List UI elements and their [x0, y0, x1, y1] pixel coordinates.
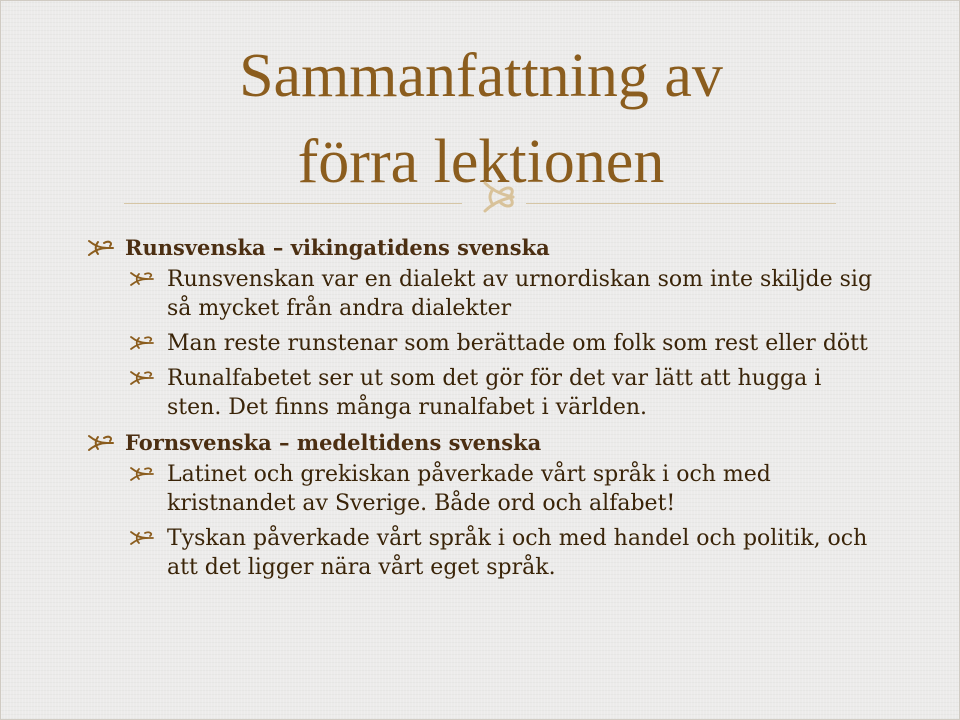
title-divider-left [124, 203, 462, 204]
title-line-2: förra lektionen [297, 128, 665, 196]
list-item [87, 524, 877, 582]
list-item-text: Latinet och grekiskan påverkade vårt språk i och med kristnandet av Sverige. Både ord och alfabet! [167, 462, 771, 516]
fleuron-icon [129, 334, 155, 352]
fleuron-icon [129, 529, 155, 547]
section-heading-fornsvenska [87, 428, 877, 458]
title-line-1: Sammanfattning av [239, 42, 723, 110]
list-item-text: Man reste runstenar som berättade om folk som rest eller dött [167, 331, 868, 356]
list-item-text: Tyskan påverkade vårt språk i och med handel och politik, och att det ligger nära vårt eget språk. [167, 526, 868, 580]
list-item-text: Runsvenskan var en dialekt av urnordiskan som inte skiljde sig så mycket från andra dialekter [167, 267, 873, 321]
fleuron-icon [87, 433, 115, 453]
section-heading-label: Runsvenska – vikingatidens svenska [125, 235, 550, 260]
section-heading-label: Fornsvenska – medeltidens svenska [125, 430, 542, 455]
list-item [87, 364, 877, 422]
list-item [87, 460, 877, 518]
fleuron-icon [87, 238, 115, 258]
fleuron-icon [129, 270, 155, 288]
fleuron-icon [129, 369, 155, 387]
fleuron-icon [479, 177, 519, 217]
fleuron-icon [129, 465, 155, 483]
list-item [87, 265, 877, 323]
title-divider-right [526, 203, 836, 204]
section-heading-runsvenska [87, 233, 877, 263]
list-item [87, 329, 877, 358]
list-item-text: Runalfabetet ser ut som det gör för det var lätt att hugga i sten. Det finns många runalfabet i världen. [167, 366, 822, 420]
slide-content [87, 233, 877, 588]
